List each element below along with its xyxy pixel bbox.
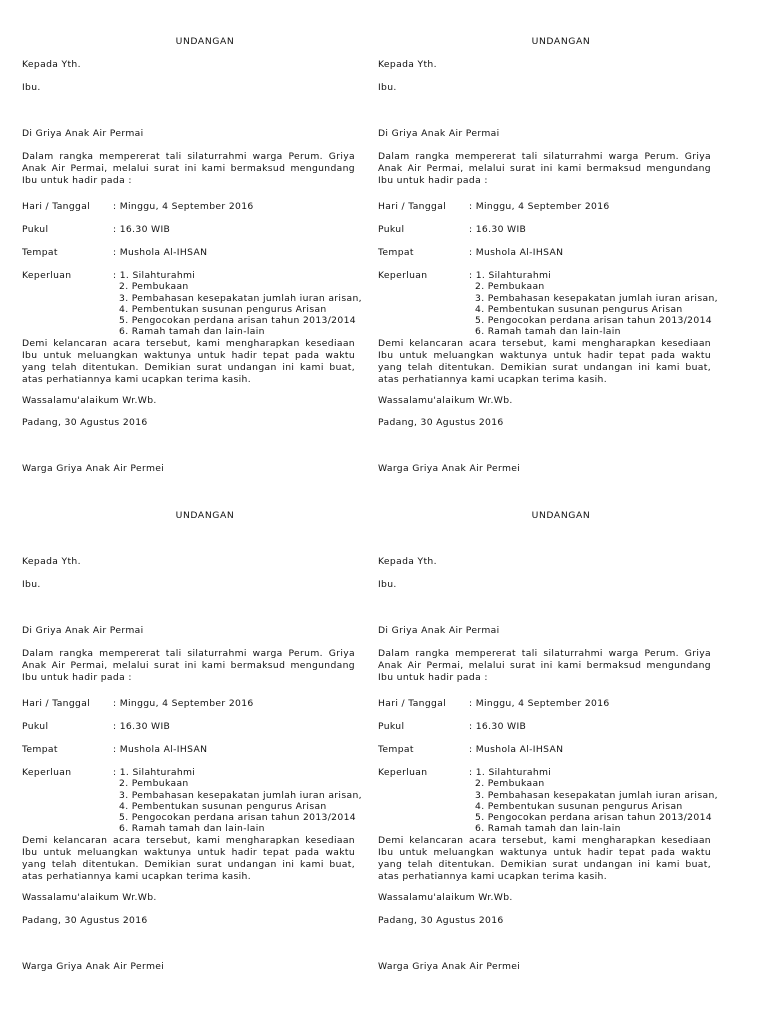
agenda-list bbox=[469, 270, 718, 338]
agenda-item: 4. Pembentukan susunan pengurus Arisan bbox=[475, 303, 683, 315]
recipient-name: Ibu. bbox=[22, 82, 41, 93]
recipient-place: Di Griya Anak Air Permai bbox=[378, 128, 500, 139]
signature: Warga Griya Anak Air Permei bbox=[22, 463, 165, 474]
agenda-item: 5. Pengocokan perdana arisan tahun 2013/2014 bbox=[475, 812, 712, 824]
intro-paragraph: Dalam rangka mempererat tali silaturrahmi warga Perum. Griya Anak Air Permai, melalui surat ini kami bermaksud mengundang Ibu untuk hadir pada : bbox=[22, 151, 355, 186]
agenda-item: 3. Pembahasan kesepakatan jumlah iuran arisan, bbox=[119, 789, 362, 801]
agenda-item: : 1. Silahturahmi bbox=[469, 270, 552, 281]
recipient-place: Di Griya Anak Air Permai bbox=[22, 128, 144, 139]
agenda-item: 5. Pengocokan perdana arisan tahun 2013/2014 bbox=[119, 315, 356, 327]
purpose-label: Keperluan bbox=[378, 767, 428, 778]
invitation-card-top-right bbox=[378, 36, 718, 506]
date-label: Hari / Tanggal bbox=[22, 201, 91, 212]
agenda-item: 4. Pembentukan susunan pengurus Arisan bbox=[119, 800, 327, 812]
signature: Warga Griya Anak Air Permei bbox=[378, 463, 521, 474]
date-label: Hari / Tanggal bbox=[378, 698, 447, 709]
recipient-label: Kepada Yth. bbox=[378, 59, 437, 70]
time-label: Pukul bbox=[378, 224, 405, 235]
recipient-name: Ibu. bbox=[378, 579, 397, 590]
agenda-list bbox=[469, 767, 718, 835]
venue-label: Tempat bbox=[378, 247, 414, 258]
invitation-title: UNDANGAN bbox=[531, 36, 591, 47]
time-label: Pukul bbox=[22, 224, 49, 235]
recipient-label: Kepada Yth. bbox=[22, 556, 81, 567]
time-value: : 16.30 WIB bbox=[113, 721, 171, 732]
signature: Warga Griya Anak Air Permei bbox=[22, 961, 165, 972]
salutation: Wassalamu'alaikum Wr.Wb. bbox=[378, 892, 513, 903]
agenda-item: 3. Pembahasan kesepakatan jumlah iuran arisan, bbox=[475, 292, 718, 304]
agenda-item: 4. Pembentukan susunan pengurus Arisan bbox=[119, 303, 327, 315]
salutation: Wassalamu'alaikum Wr.Wb. bbox=[22, 892, 157, 903]
recipient-name: Ibu. bbox=[22, 579, 41, 590]
date-label: Hari / Tanggal bbox=[22, 698, 91, 709]
closing-paragraph: Demi kelancaran acara tersebut, kami mengharapkan kesediaan Ibu untuk meluangkan waktunya untuk hadir tepat pada waktu yang telah ditentukan. Demikian surat undangan ini kami buat, atas perhatiannya kami ucapkan terima kasih. bbox=[22, 338, 355, 385]
recipient-place: Di Griya Anak Air Permai bbox=[378, 625, 500, 636]
invitation-card-top-left bbox=[22, 36, 362, 506]
salutation: Wassalamu'alaikum Wr.Wb. bbox=[22, 395, 157, 406]
closing-paragraph: Demi kelancaran acara tersebut, kami mengharapkan kesediaan Ibu untuk meluangkan waktunya untuk hadir tepat pada waktu yang telah ditentukan. Demikian surat undangan ini kami buat, atas perhatiannya kami ucapkan terima kasih. bbox=[378, 338, 711, 385]
venue-value: : Mushola Al-IHSAN bbox=[469, 247, 564, 258]
invitation-title: UNDANGAN bbox=[531, 510, 591, 521]
closing-paragraph: Demi kelancaran acara tersebut, kami mengharapkan kesediaan Ibu untuk meluangkan waktunya untuk hadir tepat pada waktu yang telah ditentukan. Demikian surat undangan ini kami buat, atas perhatiannya kami ucapkan terima kasih. bbox=[22, 835, 355, 882]
agenda-item: 3. Pembahasan kesepakatan jumlah iuran arisan, bbox=[475, 789, 718, 801]
venue-value: : Mushola Al-IHSAN bbox=[113, 744, 208, 755]
agenda-item: 6. Ramah tamah dan lain-lain bbox=[119, 823, 265, 835]
date-value: : Minggu, 4 September 2016 bbox=[113, 698, 254, 709]
intro-paragraph: Dalam rangka mempererat tali silaturrahmi warga Perum. Griya Anak Air Permai, melalui surat ini kami bermaksud mengundang Ibu untuk hadir pada : bbox=[378, 648, 711, 683]
signature: Warga Griya Anak Air Permei bbox=[378, 961, 521, 972]
recipient-label: Kepada Yth. bbox=[22, 59, 81, 70]
venue-label: Tempat bbox=[22, 247, 58, 258]
invitation-title: UNDANGAN bbox=[175, 36, 235, 47]
purpose-label: Keperluan bbox=[378, 270, 428, 281]
city-date: Padang, 30 Agustus 2016 bbox=[22, 417, 148, 428]
recipient-place: Di Griya Anak Air Permai bbox=[22, 625, 144, 636]
purpose-label: Keperluan bbox=[22, 270, 72, 281]
purpose-label: Keperluan bbox=[22, 767, 72, 778]
city-date: Padang, 30 Agustus 2016 bbox=[378, 417, 504, 428]
invitation-title: UNDANGAN bbox=[175, 510, 235, 521]
agenda-list bbox=[113, 767, 362, 835]
date-value: : Minggu, 4 September 2016 bbox=[469, 201, 610, 212]
agenda-item: 2. Pembukaan bbox=[119, 281, 189, 293]
agenda-item: 6. Ramah tamah dan lain-lain bbox=[475, 326, 621, 338]
agenda-item: 5. Pengocokan perdana arisan tahun 2013/2014 bbox=[119, 812, 356, 824]
agenda-item: 6. Ramah tamah dan lain-lain bbox=[475, 823, 621, 835]
agenda-item: : 1. Silahturahmi bbox=[113, 270, 196, 281]
city-date: Padang, 30 Agustus 2016 bbox=[22, 915, 148, 926]
agenda-item: : 1. Silahturahmi bbox=[469, 767, 552, 778]
agenda-item: 5. Pengocokan perdana arisan tahun 2013/2014 bbox=[475, 315, 712, 327]
intro-paragraph: Dalam rangka mempererat tali silaturrahmi warga Perum. Griya Anak Air Permai, melalui surat ini kami bermaksud mengundang Ibu untuk hadir pada : bbox=[22, 648, 355, 683]
agenda-item: 6. Ramah tamah dan lain-lain bbox=[119, 326, 265, 338]
agenda-item: 4. Pembentukan susunan pengurus Arisan bbox=[475, 800, 683, 812]
agenda-item: 3. Pembahasan kesepakatan jumlah iuran arisan, bbox=[119, 292, 362, 304]
time-value: : 16.30 WIB bbox=[469, 721, 527, 732]
agenda-item: : 1. Silahturahmi bbox=[113, 767, 196, 778]
intro-paragraph: Dalam rangka mempererat tali silaturrahmi warga Perum. Griya Anak Air Permai, melalui surat ini kami bermaksud mengundang Ibu untuk hadir pada : bbox=[378, 151, 711, 186]
invitation-card-bottom-left bbox=[22, 510, 362, 980]
date-label: Hari / Tanggal bbox=[378, 201, 447, 212]
agenda-item: 2. Pembukaan bbox=[475, 778, 545, 790]
date-value: : Minggu, 4 September 2016 bbox=[113, 201, 254, 212]
city-date: Padang, 30 Agustus 2016 bbox=[378, 915, 504, 926]
time-label: Pukul bbox=[22, 721, 49, 732]
agenda-item: 2. Pembukaan bbox=[475, 281, 545, 293]
venue-label: Tempat bbox=[378, 744, 414, 755]
salutation: Wassalamu'alaikum Wr.Wb. bbox=[378, 395, 513, 406]
venue-value: : Mushola Al-IHSAN bbox=[113, 247, 208, 258]
date-value: : Minggu, 4 September 2016 bbox=[469, 698, 610, 709]
venue-label: Tempat bbox=[22, 744, 58, 755]
agenda-list bbox=[113, 270, 362, 338]
venue-value: : Mushola Al-IHSAN bbox=[469, 744, 564, 755]
time-value: : 16.30 WIB bbox=[113, 224, 171, 235]
time-label: Pukul bbox=[378, 721, 405, 732]
invitation-card-bottom-right bbox=[378, 510, 718, 980]
recipient-label: Kepada Yth. bbox=[378, 556, 437, 567]
closing-paragraph: Demi kelancaran acara tersebut, kami mengharapkan kesediaan Ibu untuk meluangkan waktunya untuk hadir tepat pada waktu yang telah ditentukan. Demikian surat undangan ini kami buat, atas perhatiannya kami ucapkan terima kasih. bbox=[378, 835, 711, 882]
agenda-item: 2. Pembukaan bbox=[119, 778, 189, 790]
recipient-name: Ibu. bbox=[378, 82, 397, 93]
time-value: : 16.30 WIB bbox=[469, 224, 527, 235]
